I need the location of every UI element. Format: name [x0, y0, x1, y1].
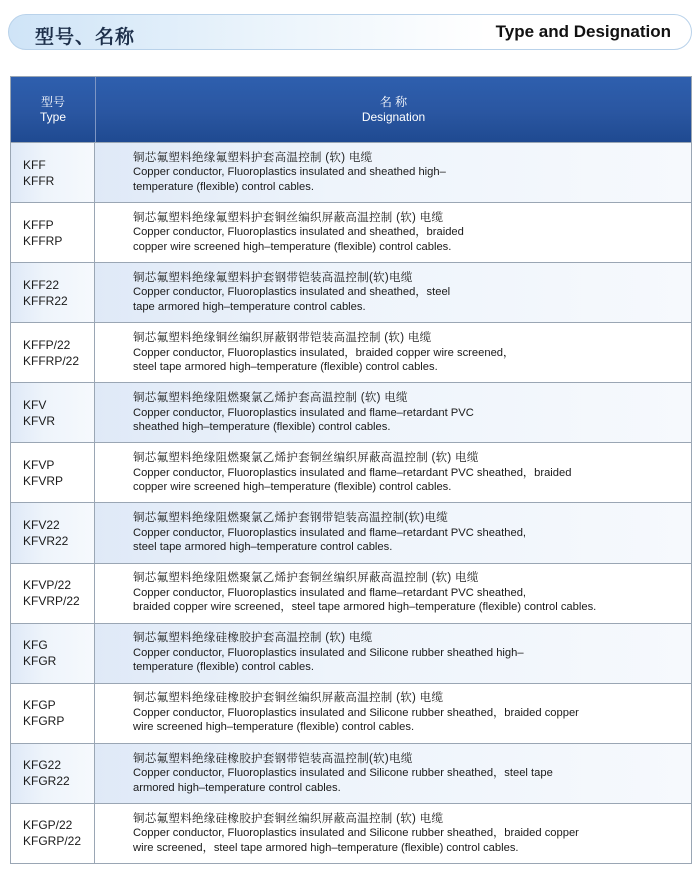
type-cell [11, 383, 95, 442]
designation-en-line2: armored high–temperature control cables. [133, 781, 341, 794]
table-row [11, 564, 691, 624]
designation-en-line1: Copper conductor, Fluoroplastics insulated and Silicone rubber sheathed，braided copper [133, 827, 579, 840]
designation-cell [95, 323, 691, 382]
designation-en-line2: sheathed high–temperature (flexible) control cables. [133, 421, 391, 434]
type-code-flexible: KFVRP [23, 473, 64, 488]
designation-cn: 铜芯氟塑料绝缘阻燃聚氯乙烯护套铜丝编织屏蔽高温控制 (软) 电缆 [133, 452, 479, 465]
designation-cn: 铜芯氟塑料绝缘硅橡胶护套铜丝编织屏蔽高温控制 (软) 电缆 [133, 692, 444, 705]
designation-cell [95, 564, 691, 623]
designation-cell [95, 383, 691, 442]
designation-en-line2: temperature (flexible) control cables. [133, 661, 314, 674]
table-row [11, 383, 691, 443]
type-cell [11, 503, 95, 562]
designation-cn: 铜芯氟塑料绝缘阻燃聚氯乙烯护套铜丝编织屏蔽高温控制 (软) 电缆 [133, 572, 479, 585]
type-code-flexible: KFFRP [23, 233, 63, 248]
type-code-flexible: KFGR [23, 654, 57, 669]
type-code: KFFP [23, 217, 54, 232]
table-row [11, 503, 691, 563]
header-designation-cn: 名 称 [379, 94, 408, 109]
designation-en-line1: Copper conductor, Fluoroplastics insulated and sheathed，steel [133, 286, 451, 299]
type-code-flexible: KFFR22 [23, 293, 68, 308]
header-type-cn: 型号 [40, 94, 65, 109]
table-row [11, 143, 691, 203]
designation-cell [95, 804, 691, 863]
type-code: KFFP/22 [23, 337, 71, 352]
type-code: KFF [23, 157, 46, 172]
designation-table [10, 76, 692, 864]
type-cell [11, 564, 95, 623]
type-code: KFVP/22 [23, 578, 72, 593]
type-code-flexible: KFFR [23, 173, 55, 188]
header-designation-cell [96, 77, 691, 142]
type-cell [11, 744, 95, 803]
type-cell [11, 443, 95, 502]
designation-en-line1: Copper conductor, Fluoroplastics insulated and sheathed，braided [133, 226, 464, 239]
table-row [11, 744, 691, 804]
header-designation-en: Designation [361, 109, 426, 124]
type-code: KFV [23, 397, 47, 412]
type-code: KFG22 [23, 758, 62, 773]
section-title-en: Type and Designation [495, 22, 671, 41]
table-row [11, 804, 691, 863]
type-code: KFGP [23, 698, 56, 713]
type-cell [11, 203, 95, 262]
designation-cn: 铜芯氟塑料绝缘氟塑料护套钢带铠装高温控制(软)电缆 [133, 271, 413, 284]
designation-en-line2: tape armored high–temperature control cables. [133, 300, 366, 313]
section-banner [8, 14, 692, 50]
designation-en-line1: Copper conductor, Fluoroplastics insulated and flame–retardant PVC [133, 406, 474, 419]
type-cell [11, 684, 95, 743]
designation-cn: 铜芯氟塑料绝缘阻燃聚氯乙烯护套钢带铠装高温控制(软)电缆 [133, 512, 449, 525]
type-code-flexible: KFGRP [23, 714, 65, 729]
designation-cn: 铜芯氟塑料绝缘硅橡胶护套钢带铠装高温控制(软)电缆 [133, 752, 413, 765]
designation-en-line1: Copper conductor, Fluoroplastics insulated and Silicone rubber sheathed，braided copper [133, 706, 579, 719]
designation-en-line1: Copper conductor, Fluoroplastics insulated and flame–retardant PVC sheathed, [133, 586, 527, 599]
table-row [11, 443, 691, 503]
type-code: KFGP/22 [23, 818, 73, 833]
type-code-flexible: KFVR22 [23, 534, 69, 548]
designation-en-line2: copper wire screened high–temperature (flexible) control cables. [133, 481, 452, 494]
table-row [11, 323, 691, 383]
designation-en-line2: copper wire screened high–temperature (flexible) control cables. [133, 240, 452, 253]
type-cell [11, 263, 95, 322]
designation-cn: 铜芯氟塑料绝缘氟塑料护套高温控制 (软) 电缆 [133, 151, 373, 164]
designation-en-line1: Copper conductor, Fluoroplastics insulated，braided copper wire screened， [133, 346, 515, 359]
table-body [11, 143, 691, 863]
designation-cn: 铜芯氟塑料绝缘硅橡胶护套高温控制 (软) 电缆 [133, 632, 373, 645]
type-code: KFG [23, 638, 48, 653]
table-row [11, 263, 691, 323]
type-code-flexible: KFVRP/22 [23, 594, 80, 609]
designation-en-line2: wire screened high–temperature (flexible) control cables. [133, 721, 415, 734]
header-type-cell [11, 77, 96, 142]
type-code: KFF22 [23, 277, 60, 292]
designation-en-line2: steel tape armored high–temperature (flexible) control cables. [133, 361, 438, 374]
designation-en-line1: Copper conductor, Fluoroplastics insulated and sheathed high– [133, 166, 446, 179]
type-cell [11, 143, 95, 202]
designation-cell [95, 744, 691, 803]
designation-cell [95, 443, 691, 502]
type-code-flexible: KFGRP/22 [23, 834, 82, 849]
designation-cell [95, 684, 691, 743]
designation-en-line1: Copper conductor, Fluoroplastics insulated and Silicone rubber sheathed，steel tape [133, 767, 553, 780]
table-row [11, 624, 691, 684]
type-cell [11, 624, 95, 683]
table-row [11, 203, 691, 263]
section-title-cn: 型号、名称 [35, 27, 136, 48]
designation-cn: 铜芯氟塑料绝缘铜丝编织屏蔽钢带铠装高温控制 (软) 电缆 [133, 332, 432, 345]
designation-cn: 铜芯氟塑料绝缘阻燃聚氯乙烯护套高温控制 (软) 电缆 [133, 392, 408, 405]
type-cell [11, 323, 95, 382]
type-cell [11, 804, 95, 863]
designation-cell [95, 203, 691, 262]
type-code-flexible: KFGR22 [23, 774, 70, 789]
type-code-flexible: KFVR [23, 413, 56, 428]
header-type-en: Type [39, 109, 66, 124]
designation-cell [95, 624, 691, 683]
designation-cn: 铜芯氟塑料绝缘氟塑料护套铜丝编织屏蔽高温控制 (软) 电缆 [133, 211, 444, 224]
designation-cell [95, 503, 691, 562]
designation-en-line1: Copper conductor, Fluoroplastics insulated and flame–retardant PVC sheathed，braided [133, 466, 572, 479]
designation-cn: 铜芯氟塑料绝缘硅橡胶护套铜丝编织屏蔽高温控制 (软) 电缆 [133, 812, 444, 825]
designation-en-line1: Copper conductor, Fluoroplastics insulated and Silicone rubber sheathed high– [133, 646, 524, 659]
type-code: KFVP [23, 457, 55, 472]
type-code-flexible: KFFRP/22 [23, 353, 80, 368]
designation-en-line1: Copper conductor, Fluoroplastics insulated and flame–retardant PVC sheathed, [133, 526, 527, 539]
designation-en-line2: braided copper wire screened，steel tape armored high–temperature (flexible) control cables. [133, 601, 597, 614]
table-header [11, 77, 691, 143]
designation-en-line2: temperature (flexible) control cables. [133, 180, 314, 193]
table-row [11, 684, 691, 744]
designation-en-line2: steel tape armored high–temperature control cables. [133, 541, 393, 554]
designation-en-line2: wire screened，steel tape armored high–temperature (flexible) control cables. [133, 841, 519, 854]
designation-cell [95, 263, 691, 322]
designation-cell [95, 143, 691, 202]
type-code: KFV22 [23, 518, 60, 532]
